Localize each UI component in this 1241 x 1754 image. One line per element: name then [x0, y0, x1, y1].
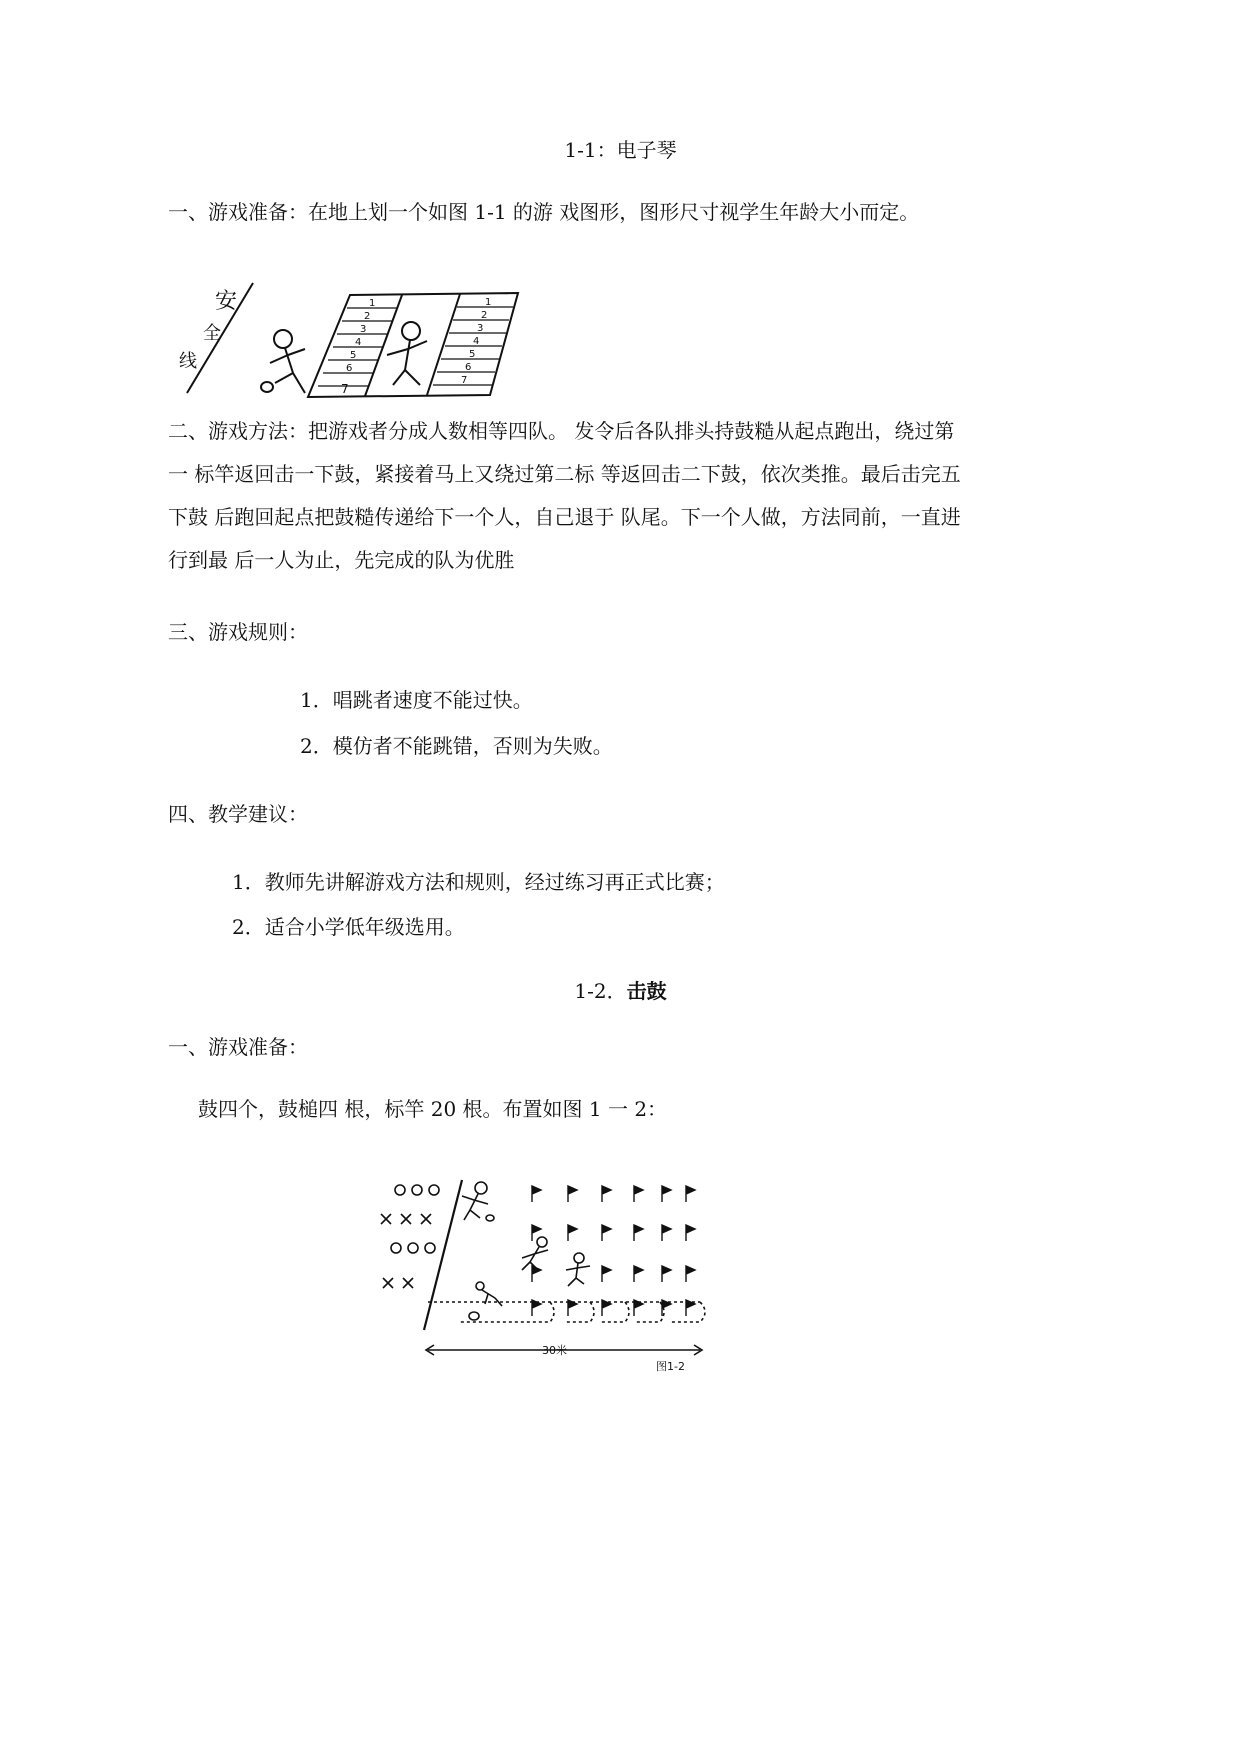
right-number-1: 1 — [485, 297, 492, 308]
board-outline — [308, 293, 518, 397]
left-number-3: 3 — [360, 324, 367, 335]
stick-figure-right — [387, 322, 427, 385]
team-crosses-row-2 — [383, 1278, 413, 1288]
left-number-1: 1 — [369, 298, 376, 309]
flag-row-2 — [532, 1225, 695, 1241]
section1-rule-2: 2．模仿者不能跳错，否则为失败。 — [300, 734, 613, 758]
left-number-7: 7 — [341, 382, 349, 396]
figure-1-1 — [165, 275, 545, 405]
section1-rule-1: 1．唱跳者速度不能过快。 — [300, 688, 533, 712]
right-number-5: 5 — [469, 349, 476, 360]
section1-method-line-1: 二、游戏方法：把游戏者分成人数相等四队。 发令后各队排头持鼓糙从起点跑出，绕过第 — [168, 419, 955, 443]
right-number-2: 2 — [481, 310, 488, 321]
section1-title: 1-1：电子琴 — [564, 138, 677, 162]
team-crosses-row-1 — [381, 1214, 431, 1224]
figure-caption: 图1-2 — [656, 1360, 685, 1373]
section1-preparation: 一、游戏准备：在地上划一个如图 1-1 的游 戏图形，图形尺寸视学生年龄大小而定。 — [168, 200, 920, 224]
section1-method-line-4: 行到最 后一人为止，先完成的队为优胜 — [168, 548, 515, 572]
drum-2 — [469, 1312, 479, 1320]
section1-method-line-3: 下鼓 后跑回起点把鼓糙传递给下一个人，自己退于 队尾。下一个人做，方法同前，一直进 — [168, 505, 961, 529]
left-number-6: 6 — [346, 363, 353, 374]
runner-figure-2 — [522, 1237, 548, 1270]
flag-poles — [532, 1186, 695, 1316]
start-line — [424, 1180, 462, 1330]
team-circles-row-2 — [391, 1243, 435, 1253]
left-number-4: 4 — [355, 337, 362, 348]
right-number-6: 6 — [465, 362, 472, 373]
drum-1 — [486, 1215, 494, 1221]
safety-line-char-3: 线 — [179, 351, 197, 372]
left-number-2: 2 — [364, 311, 371, 322]
safety-line-char-2: 全 — [203, 323, 221, 344]
safety-line-char-1: 安 — [215, 289, 238, 314]
flag-row-1 — [532, 1186, 695, 1202]
team-circles-row-1 — [395, 1185, 439, 1195]
runner-figure-3 — [566, 1253, 590, 1286]
section2-title — [0, 977, 1241, 1005]
section1-advice-1: 1．教师先讲解游戏方法和规则，经过练习再正式比赛； — [232, 870, 725, 894]
right-number-4: 4 — [473, 336, 480, 347]
section2-prep-text: 鼓四个，鼓槌四 根，标竿 20 根。布置如图 1 一 2： — [198, 1097, 668, 1121]
section2-title-bold: 击鼓 — [626, 979, 667, 1003]
right-number-7: 7 — [461, 375, 468, 386]
board-divider-right — [427, 294, 460, 395]
section1-method-line-2: 一 标竿返回击一下鼓，紧接着马上又绕过第二标 等返回击二下鼓，依次类推。最后击完五 — [168, 462, 961, 486]
runner-figure-1 — [462, 1182, 488, 1220]
right-number-3: 3 — [477, 323, 484, 334]
distance-label: 30米 — [542, 1344, 567, 1357]
section1-advice-2: 2．适合小学低年级选用。 — [232, 915, 465, 939]
flag-row-3 — [532, 1266, 695, 1282]
section1-rules-heading: 三、游戏规则： — [168, 620, 308, 644]
left-number-5: 5 — [350, 350, 357, 361]
stick-figure-left — [261, 330, 305, 393]
section1-advice-heading: 四、教学建议： — [168, 802, 308, 826]
section2-prep-heading: 一、游戏准备： — [168, 1035, 308, 1059]
figure-1-2 — [370, 1170, 730, 1380]
section2-title-prefix: 1-2． — [574, 979, 627, 1003]
